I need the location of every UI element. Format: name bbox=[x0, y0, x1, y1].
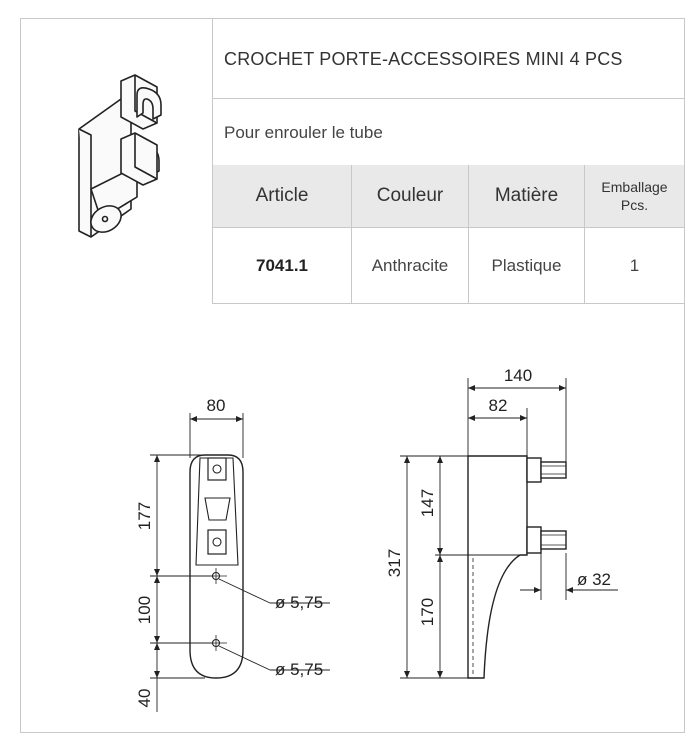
cell-emballage: 1 bbox=[629, 255, 640, 275]
dim-tube-diameter: ø 32 bbox=[577, 570, 612, 589]
product-subtitle: Pour enrouler le tube bbox=[224, 123, 383, 142]
dim-front-lower: 40 bbox=[135, 688, 154, 708]
cell-article: 7041.1 bbox=[256, 255, 308, 275]
dim-side-lower: 170 bbox=[418, 597, 437, 627]
header-article: Article bbox=[255, 185, 309, 206]
product-title: CROCHET PORTE-ACCESSOIRES MINI 4 PCS bbox=[224, 49, 623, 69]
dim-side-upper: 147 bbox=[418, 488, 437, 518]
dim-front-upper: 177 bbox=[135, 501, 154, 531]
side-view bbox=[400, 378, 618, 678]
dim-side-overall: 140 bbox=[503, 366, 533, 385]
cell-matiere: Plastique bbox=[491, 255, 562, 275]
dim-side-body: 82 bbox=[488, 396, 508, 415]
dim-hole-1: ø 5,75 bbox=[275, 593, 324, 612]
header-emballage-line2: Pcs. bbox=[620, 197, 649, 213]
cell-couleur: Anthracite bbox=[371, 255, 449, 275]
header-emballage-line1: Emballage bbox=[601, 179, 668, 195]
dim-front-width: 80 bbox=[206, 396, 226, 415]
header-couleur: Couleur bbox=[376, 185, 444, 206]
dim-hole-2: ø 5,75 bbox=[275, 660, 324, 679]
dim-front-mid: 100 bbox=[135, 595, 154, 625]
header-matiere: Matière bbox=[494, 185, 559, 206]
dim-side-total: 317 bbox=[385, 548, 404, 578]
